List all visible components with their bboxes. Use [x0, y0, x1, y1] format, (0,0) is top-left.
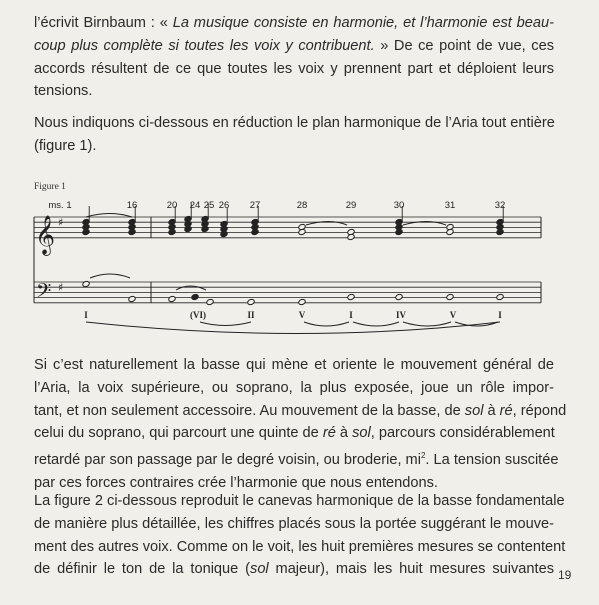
notes — [82, 203, 504, 306]
staves — [34, 217, 541, 303]
roman-numeral: I — [349, 310, 353, 320]
treble-clef-icon: 𝄞 — [35, 215, 56, 255]
note-head — [496, 293, 504, 300]
roman-numerals — [84, 310, 502, 320]
measure-number: 26 — [218, 200, 230, 211]
text-run: l’écrivit Birnbaum : « — [34, 15, 173, 31]
roman-numeral: IV — [395, 310, 407, 320]
text-line: l’Aria, la voix supérieure, ou soprano, la plus exposée, joue un rôle impor- — [34, 379, 554, 396]
measure-number: 24 — [189, 200, 201, 211]
bass-clef-icon: 𝄢 — [36, 279, 52, 307]
roman-numeral: V — [449, 310, 457, 320]
note-head — [347, 293, 355, 300]
measure-number: 28 — [296, 200, 308, 211]
roman-numeral: I — [84, 310, 88, 320]
text-line: Nous indiquons ci-dessous en réduction le plan harmonique de l’Aria tout entière — [34, 115, 555, 131]
page-number: 19 — [558, 568, 572, 582]
measure-number: 25 — [203, 200, 215, 211]
measure-number: 20 — [166, 200, 178, 211]
slur — [86, 214, 132, 218]
measure-number: 27 — [249, 200, 261, 211]
note-head — [446, 293, 454, 300]
sharp-icon: ♯ — [58, 216, 64, 229]
paragraph-4: La figure 2 ci-dessous reproduit le canevas harmonique de la basse fondamentale de manière plus détaillée, les chiffres placés sous la portée suggérant le mouve- ment des autres voix. Comme on le voit, les huit premières mesures se contentent de définir le ton de la tonique (sol majeur), mais les huit mesures suivantes — [34, 490, 554, 581]
quote-text: La musique consiste en harmonie, et l’harmonie est beau- — [172, 15, 554, 31]
note-head — [168, 295, 176, 302]
note-head — [82, 280, 90, 287]
slur — [353, 322, 399, 326]
note-head — [298, 298, 306, 305]
text-line: La figure 2 ci-dessous reproduit le canevas harmonique de la basse fondamentale — [34, 493, 565, 509]
measure-number: 31 — [444, 200, 456, 211]
text-run: » De ce point de vue, ces — [374, 37, 554, 54]
text-line: Si c’est naturellement la basse qui mène et oriente le mouvement général de — [34, 357, 554, 373]
note-head — [191, 293, 199, 300]
slur — [86, 322, 500, 334]
measure-numbers — [48, 200, 505, 211]
text-line: de manière plus détaillée, les chiffres placés sous la portée suggérant le mouve- — [34, 515, 554, 532]
text-line: par ces forces contraires crée l’harmonie que nous entendons. — [34, 474, 438, 491]
note-head — [206, 298, 214, 305]
roman-numeral: V — [298, 310, 306, 320]
text-line: tensions. — [34, 83, 93, 100]
slurs — [86, 214, 500, 334]
slur — [176, 286, 206, 290]
slur — [90, 274, 130, 278]
quote-text: coup plus complète si toutes les voix y contribuent. — [34, 37, 375, 54]
roman-numeral: II — [247, 310, 255, 320]
slur — [403, 322, 451, 326]
paragraph-3: Si c’est naturellement la basse qui mène et oriente le mouvement général de l’Aria, la voix supérieure, ou soprano, la plus exposée, joue un rôle impor- tant, et non seulement accessoire. Au mouvement de la basse, de sol à ré, répond celui du soprano, qui parcourt une quinte de ré à sol, parcours considérablement retardé par son passage par le degré voisin, ou broderie, $mi^2$. La tension suscitée par ces forces contraires crée l’harmonie que nous entendons. — [34, 354, 554, 495]
measure-number: 29 — [345, 200, 357, 211]
sharp-icon: ♯ — [58, 281, 64, 294]
note-head — [128, 295, 136, 302]
slur — [304, 322, 349, 326]
roman-numeral: (VI) — [190, 310, 206, 320]
measure-number: 32 — [494, 200, 506, 211]
measure-number: 16 — [126, 200, 138, 211]
measure-number: ms. 1 — [48, 200, 72, 211]
text-line: ment des autres voix. Comme on le voit, les huit premières mesures se contentent — [34, 538, 566, 555]
measure-number: 30 — [393, 200, 405, 211]
note-head — [247, 298, 255, 305]
text-line: (figure 1). — [34, 137, 97, 154]
note-head — [395, 293, 403, 300]
figure-label: Figure 1 — [34, 182, 66, 192]
slur — [200, 322, 251, 326]
text-line: accords résultent de ce que toutes les voix y prennent part et déploient leurs — [34, 60, 554, 77]
roman-numeral: I — [498, 310, 502, 320]
